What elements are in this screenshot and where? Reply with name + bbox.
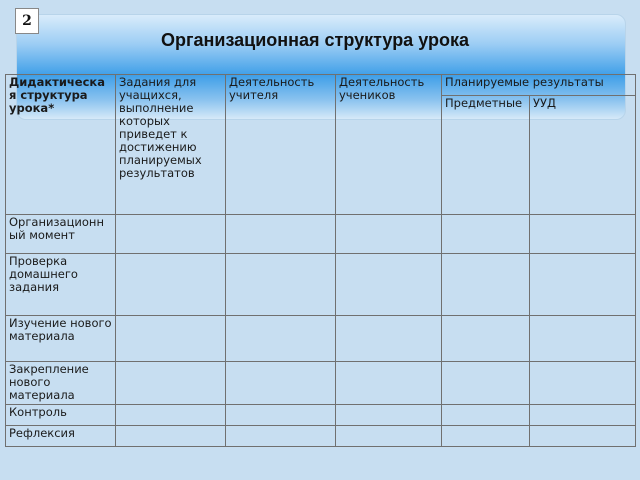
table-cell[interactable]	[530, 316, 636, 362]
table-cell[interactable]	[336, 316, 442, 362]
table-cell[interactable]	[530, 362, 636, 405]
header-uud: УУД	[530, 96, 636, 215]
table-cell[interactable]	[336, 215, 442, 254]
header-planned-results: Планируемые результаты	[442, 75, 636, 96]
table-row	[6, 405, 636, 426]
table-cell[interactable]	[442, 362, 530, 405]
table-row	[6, 316, 636, 362]
table-cell[interactable]	[442, 316, 530, 362]
table-cell[interactable]	[116, 316, 226, 362]
table-cell[interactable]	[336, 426, 442, 447]
row-label: Проверка домашнего задания	[6, 254, 116, 316]
table-cell[interactable]	[530, 254, 636, 316]
table-cell[interactable]	[442, 215, 530, 254]
slide-number: 2	[15, 8, 39, 34]
table-cell[interactable]	[336, 362, 442, 405]
lesson-structure-table	[5, 74, 636, 447]
header-didactic-structure: Дидактическая структура урока*	[6, 75, 116, 215]
page-title: Организационная структура урока	[161, 30, 469, 50]
header-subject-results: Предметные	[442, 96, 530, 215]
table-row	[6, 215, 636, 254]
table-cell[interactable]	[336, 254, 442, 316]
table-cell[interactable]	[116, 215, 226, 254]
table-cell[interactable]	[226, 405, 336, 426]
table-cell[interactable]	[442, 426, 530, 447]
table-cell[interactable]	[226, 316, 336, 362]
table-cell[interactable]	[226, 215, 336, 254]
table-cell[interactable]	[530, 215, 636, 254]
table-row	[6, 362, 636, 405]
table-row	[6, 426, 636, 447]
table-cell[interactable]	[116, 362, 226, 405]
table-cell[interactable]	[336, 405, 442, 426]
row-label: Рефлексия	[6, 426, 116, 447]
row-label: Организационный момент	[6, 215, 116, 254]
table-cell[interactable]	[530, 426, 636, 447]
table-cell[interactable]	[442, 405, 530, 426]
table-cell[interactable]	[442, 254, 530, 316]
table-cell[interactable]	[116, 405, 226, 426]
table-cell[interactable]	[116, 254, 226, 316]
table-cell[interactable]	[226, 426, 336, 447]
table-row	[6, 254, 636, 316]
table-cell[interactable]	[226, 362, 336, 405]
table-cell[interactable]	[116, 426, 226, 447]
header-tasks: Задания для учащихся, выполнение которых приведет к достижению планируемых результатов	[116, 75, 226, 215]
table-cell[interactable]	[530, 405, 636, 426]
table-header-row	[6, 75, 636, 96]
row-label: Закрепление нового материала	[6, 362, 116, 405]
table-cell[interactable]	[226, 254, 336, 316]
header-teacher-activity: Деятельность учителя	[226, 75, 336, 215]
row-label: Изучение нового материала	[6, 316, 116, 362]
row-label: Контроль	[6, 405, 116, 426]
header-student-activity: Деятельность учеников	[336, 75, 442, 215]
